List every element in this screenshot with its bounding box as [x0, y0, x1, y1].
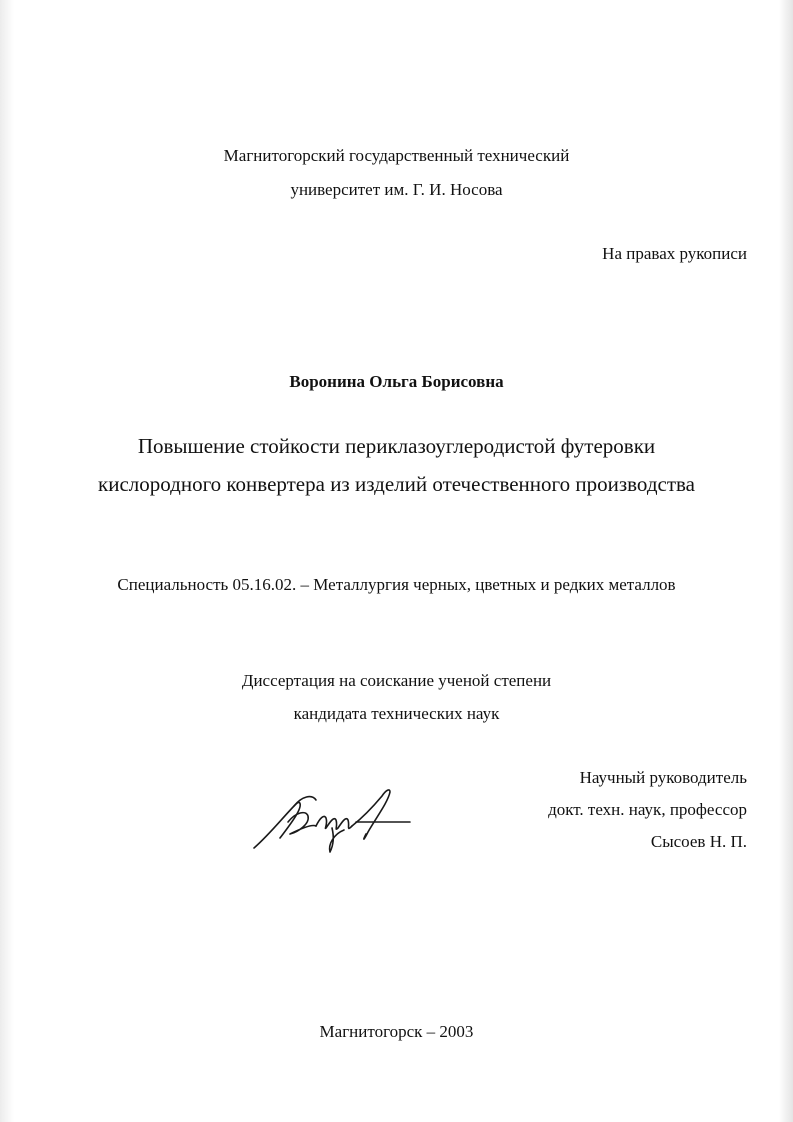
signature-icon [250, 782, 420, 854]
city-year: Магнитогорск – 2003 [319, 1022, 474, 1041]
specialty-line: Специальность 05.16.02. – Металлургия черных, цветных и редких металлов [117, 575, 676, 594]
supervisor-credentials: докт. техн. наук, профессор [548, 800, 747, 819]
scan-edge-right [779, 0, 793, 1122]
author-name: Воронина Ольга Борисовна [289, 372, 504, 391]
supervisor-role: Научный руководитель [579, 768, 747, 787]
supervisor-name: Сысоев Н. П. [650, 832, 747, 851]
thesis-title-line-2: кислородного конвертера из изделий отечественного производства [98, 472, 695, 496]
degree-line-1: Диссертация на соискание ученой степени [241, 671, 552, 690]
thesis-title-line-1: Повышение стойкости периклазоуглеродистой футеровки [137, 434, 656, 458]
degree-line-2: кандидата технических наук [293, 704, 500, 723]
institution-line-1: Магнитогорский государственный технический [223, 146, 570, 165]
scan-edge-left [0, 0, 14, 1122]
manuscript-note: На правах рукописи [602, 244, 747, 263]
institution-line-2: университет им. Г. И. Носова [290, 180, 503, 199]
